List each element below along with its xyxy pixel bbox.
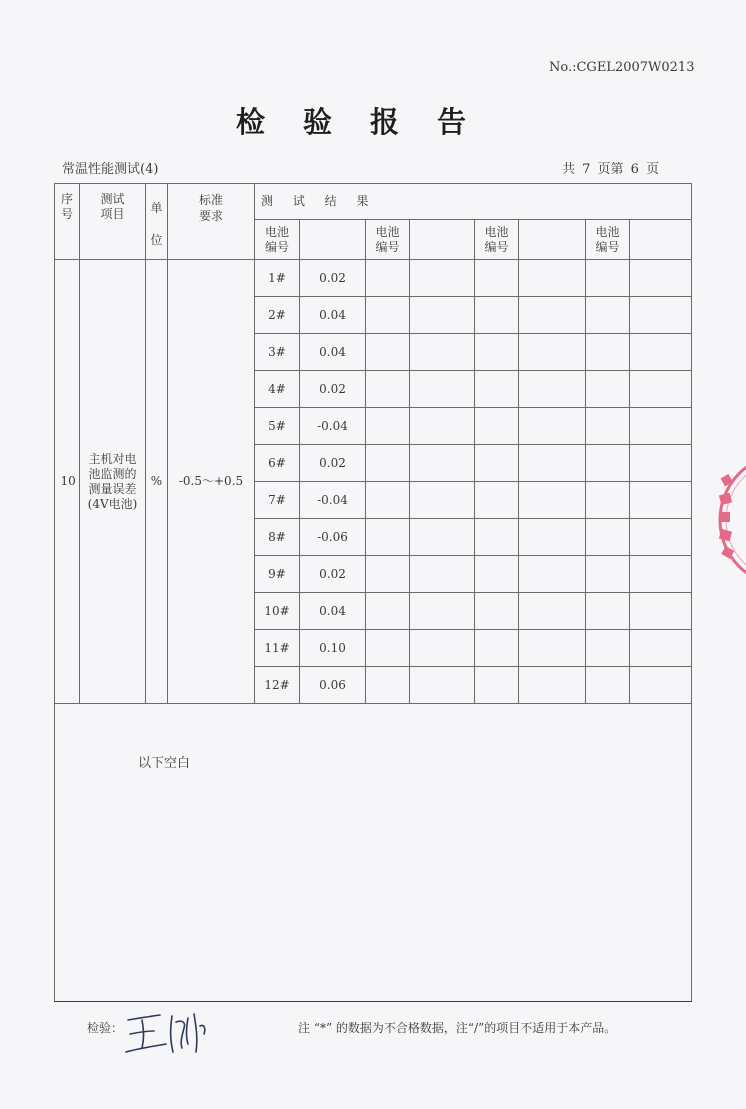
empty-cell <box>586 260 630 297</box>
header-value-4 <box>630 220 692 260</box>
battery-id: 8# <box>255 519 300 556</box>
empty-cell <box>519 371 586 408</box>
page-title: 检验报告 <box>235 105 504 139</box>
empty-cell <box>519 482 586 519</box>
empty-cell <box>410 371 475 408</box>
battery-no-label: 电池编号 <box>264 224 289 254</box>
battery-id: 11# <box>255 630 300 667</box>
empty-cell <box>586 297 630 334</box>
header-unit-label: 单位 <box>150 201 163 247</box>
test-section-title: 常温性能测试(4) <box>62 162 159 177</box>
page-count: 共 7 页第 6 页 <box>562 162 660 177</box>
empty-cell <box>410 260 475 297</box>
battery-id: 1# <box>255 260 300 297</box>
empty-cell <box>519 334 586 371</box>
empty-cell <box>475 556 519 593</box>
empty-cell <box>630 556 692 593</box>
empty-cell <box>586 371 630 408</box>
empty-cell <box>410 519 475 556</box>
empty-cell <box>366 519 410 556</box>
empty-cell <box>519 408 586 445</box>
battery-id: 3# <box>255 334 300 371</box>
empty-cell <box>475 482 519 519</box>
header-battery-no-1 <box>255 220 300 260</box>
empty-cell <box>366 556 410 593</box>
empty-cell <box>475 334 519 371</box>
empty-cell <box>475 371 519 408</box>
battery-id: 9# <box>255 556 300 593</box>
inspector-label: 检验： <box>87 1021 124 1035</box>
empty-cell <box>366 593 410 630</box>
footnote: 注 “*” 的数据为不合格数据，注“/”的项目不适用于本产品。 <box>298 1021 617 1035</box>
empty-cell <box>410 408 475 445</box>
measured-error: -0.04 <box>300 408 366 445</box>
empty-cell <box>586 630 630 667</box>
empty-cell <box>366 482 410 519</box>
empty-cell <box>519 260 586 297</box>
empty-cell <box>519 556 586 593</box>
header-standard-label: 标准要求 <box>198 193 223 223</box>
row-item <box>80 260 146 704</box>
empty-cell <box>366 297 410 334</box>
table-row <box>55 260 692 297</box>
header-item-label: 测试项目 <box>100 192 125 221</box>
empty-cell <box>586 408 630 445</box>
battery-id: 5# <box>255 408 300 445</box>
empty-cell <box>475 445 519 482</box>
empty-cell <box>586 593 630 630</box>
empty-cell <box>519 519 586 556</box>
measured-error: 0.04 <box>300 593 366 630</box>
empty-cell <box>475 408 519 445</box>
empty-cell <box>630 630 692 667</box>
header-item <box>80 184 146 260</box>
battery-no-label: 电池编号 <box>484 224 509 254</box>
row-seq <box>55 260 80 704</box>
empty-cell <box>410 556 475 593</box>
header-seq <box>55 184 80 260</box>
empty-cell <box>586 519 630 556</box>
battery-no-label: 电池编号 <box>595 224 620 254</box>
empty-cell <box>410 630 475 667</box>
header-battery-no-4 <box>586 220 630 260</box>
measured-error: 0.02 <box>300 260 366 297</box>
empty-cell <box>366 260 410 297</box>
row-standard-text: -0.5～+0.5 <box>178 474 244 488</box>
empty-cell <box>630 519 692 556</box>
empty-cell <box>410 445 475 482</box>
empty-cell <box>630 371 692 408</box>
row-standard <box>168 260 255 704</box>
measured-error: 0.02 <box>300 556 366 593</box>
measured-error: 0.02 <box>300 371 366 408</box>
empty-cell <box>519 593 586 630</box>
empty-cell <box>519 297 586 334</box>
inspector-signature <box>120 1008 220 1058</box>
empty-cell <box>475 297 519 334</box>
measured-error: 0.02 <box>300 445 366 482</box>
empty-cell <box>410 482 475 519</box>
empty-cell <box>630 667 692 704</box>
empty-cell <box>519 630 586 667</box>
blank-area-row <box>55 704 692 1002</box>
battery-id: 4# <box>255 371 300 408</box>
empty-cell <box>630 482 692 519</box>
empty-cell <box>630 297 692 334</box>
header-results: 测 试 结 果 <box>255 184 692 220</box>
empty-cell <box>475 667 519 704</box>
measured-error: 0.04 <box>300 297 366 334</box>
empty-cell <box>586 482 630 519</box>
blank-area <box>55 704 692 1002</box>
header-battery-no-2 <box>366 220 410 260</box>
empty-cell <box>410 297 475 334</box>
empty-cell <box>366 334 410 371</box>
empty-cell <box>586 556 630 593</box>
empty-cell <box>410 334 475 371</box>
results-table <box>54 183 692 1002</box>
official-seal <box>716 450 746 590</box>
empty-cell <box>586 667 630 704</box>
empty-cell <box>630 445 692 482</box>
empty-cell <box>630 408 692 445</box>
battery-no-label: 电池编号 <box>375 224 400 254</box>
measured-error: 0.10 <box>300 630 366 667</box>
empty-cell <box>366 408 410 445</box>
row-unit <box>146 260 168 704</box>
empty-cell <box>366 371 410 408</box>
empty-cell <box>475 593 519 630</box>
header-seq-label: 序号 <box>60 192 73 221</box>
battery-id: 7# <box>255 482 300 519</box>
header-value-1 <box>300 220 366 260</box>
empty-cell <box>519 445 586 482</box>
empty-cell <box>630 334 692 371</box>
empty-cell <box>630 593 692 630</box>
empty-cell <box>410 593 475 630</box>
row-seq-text: 10 <box>60 474 76 488</box>
empty-cell <box>366 445 410 482</box>
header-standard <box>168 184 255 260</box>
row-item-text: 主机对电池监测的测量误差(4V电池) <box>87 451 138 511</box>
battery-id: 2# <box>255 297 300 334</box>
measured-error: 0.06 <box>300 667 366 704</box>
blank-below-note: 以下空白 <box>138 756 191 771</box>
empty-cell <box>410 667 475 704</box>
measured-error: 0.04 <box>300 334 366 371</box>
header-value-3 <box>519 220 586 260</box>
empty-cell <box>586 445 630 482</box>
empty-cell <box>366 630 410 667</box>
header-value-2 <box>410 220 475 260</box>
measured-error: -0.04 <box>300 482 366 519</box>
battery-id: 10# <box>255 593 300 630</box>
empty-cell <box>630 260 692 297</box>
battery-id: 12# <box>255 667 300 704</box>
row-unit-text: % <box>150 474 163 488</box>
empty-cell <box>586 334 630 371</box>
header-battery-no-3 <box>475 220 519 260</box>
battery-id: 6# <box>255 445 300 482</box>
empty-cell <box>475 519 519 556</box>
report-number: No.:CGEL2007W0213 <box>549 60 695 75</box>
empty-cell <box>475 630 519 667</box>
empty-cell <box>475 260 519 297</box>
empty-cell <box>366 667 410 704</box>
measured-error: -0.06 <box>300 519 366 556</box>
header-unit <box>146 184 168 260</box>
empty-cell <box>519 667 586 704</box>
